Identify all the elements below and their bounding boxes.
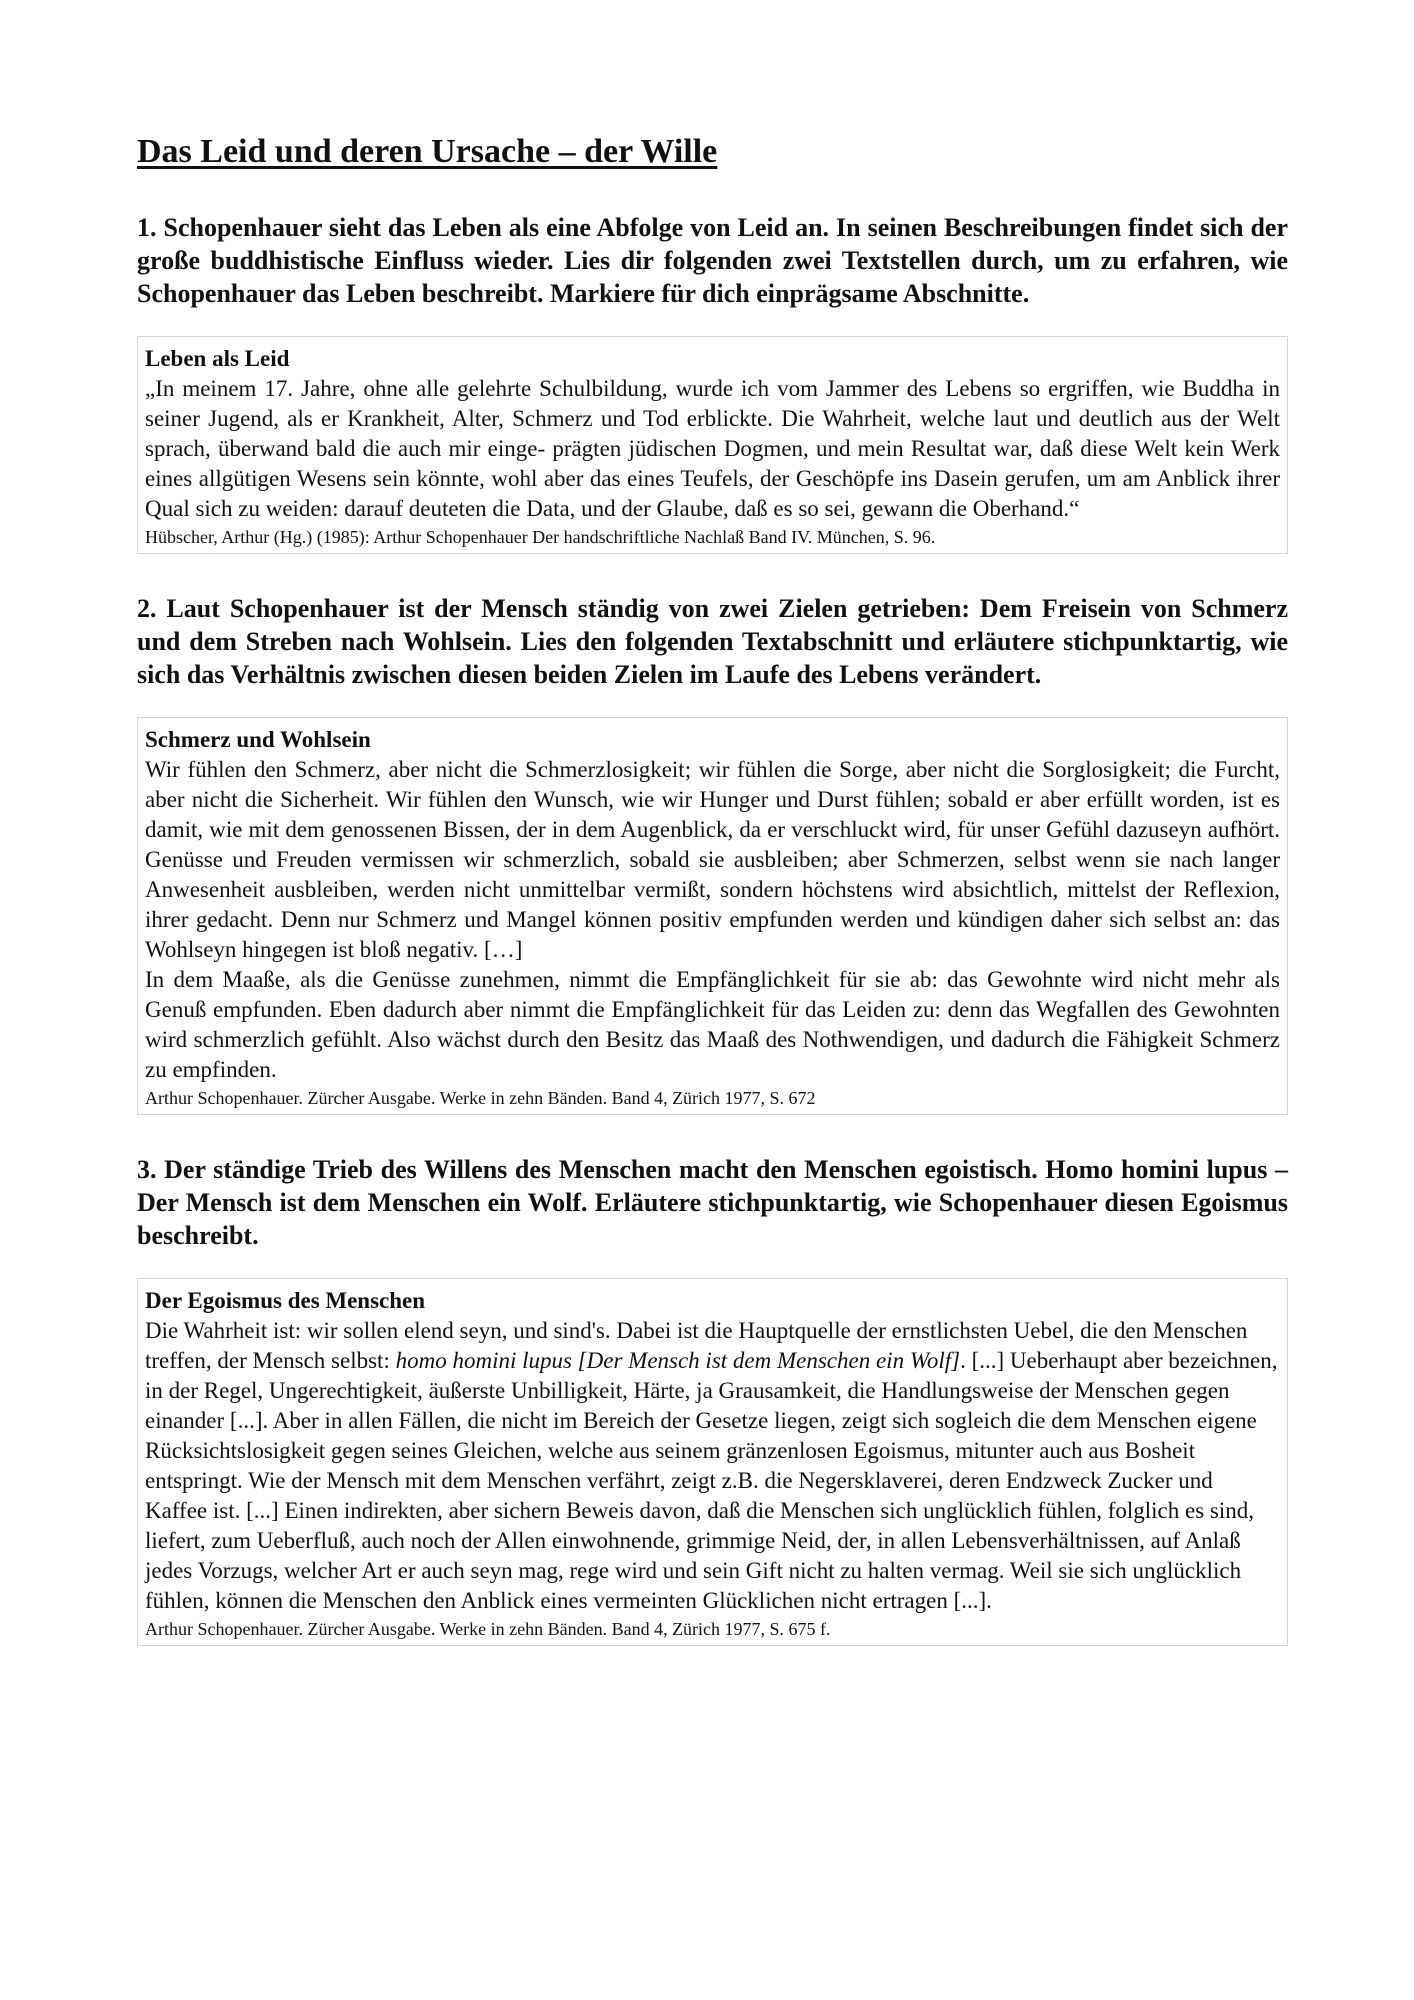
text-box-leben-als-leid [137, 336, 1288, 554]
citation: Arthur Schopenhauer. Zürcher Ausgabe. Werke in zehn Bänden. Band 4, Zürich 1977, S. 675 f. [145, 1618, 831, 1639]
task-1: 1. Schopenhauer sieht das Leben als eine Abfolge von Leid an. In seinen Beschreibungen findet sich der große buddhistische Einfluss wieder. Lies dir folgenden zwei Textstellen durch, um zu erfahren, wie Schopenhauer das Leben beschreibt. Markiere für dich einprägsame Abschnitte. [137, 212, 1288, 308]
page-title: Das Leid und deren Ursache – der Wille [137, 133, 718, 170]
box-title: Der Egoismus des Menschen [145, 1287, 426, 1313]
citation: Arthur Schopenhauer. Zürcher Ausgabe. Werke in zehn Bänden. Band 4, Zürich 1977, S. 672 [145, 1087, 816, 1108]
text-box-egoismus [137, 1278, 1288, 1646]
text-box-schmerz-und-wohlsein [137, 717, 1288, 1115]
citation: Hübscher, Arthur (Hg.) (1985): Arthur Schopenhauer Der handschriftliche Nachlaß Band IV. München, S. 96. [145, 526, 936, 547]
text-segment: . [...] Ueberhaupt aber bezeichnen, in der Regel, Ungerechtigkeit, äußerste Unbilligkeit, Härte, ja Grausamkeit, die Handlungsweise der Menschen gegen einander [...]. Aber in allen Fällen, die nicht im Bereich der Gesetze liegen, zeigt sich sogleich die dem Menschen eigene Rücksichtslosigkeit gegen seines Gleichen, welche aus seinem gränzenlosen Egoismus, mitunter auch aus Bosheit entspringt. Wie der Mensch mit dem Menschen verfährt, zeigt z.B. die Negersklaverei, deren Endzweck Zucker und Kaffee ist. [...] Einen indirekten, aber sichern Beweis davon, daß die Menschen sich unglücklich fühlen, folglich es sind, liefert, zum Ueberfluß, auch noch der Allen einwohnende, grimmige Neid, der, in allen Lebensverhältnissen, auf Anlaß jedes Vorzugs, welcher Art er auch seyn mag, rege wird und sein Gift nicht zu halten vermag. Weil sie sich unglücklich fühlen, können die Menschen den Anblick eines vermeinten Glücklichen nicht ertragen [...]. [145, 1347, 1278, 1613]
document-page [137, 132, 1288, 1684]
box-title: Leben als Leid [145, 345, 290, 371]
latin-quote: homo homini lupus [Der Mensch ist dem Menschen ein Wolf] [395, 1347, 961, 1373]
box-text [145, 374, 1280, 524]
paragraph: In dem Maaße, als die Genüsse zunehmen, nimmt die Empfänglichkeit für sie ab: das Gewohnte wird nicht mehr als Genuß empfunden. Eben dadurch aber nimmt die Empfänglichkeit für das Leiden zu: denn das Wegfallen des Gewohnten wird schmerzlich gefühlt. Also wächst durch den Besitz das Maaß des Nothwendigen, und dadurch die Fähigkeit Schmerz zu empfinden. [145, 966, 1280, 1082]
task-2: 2. Laut Schopenhauer ist der Mensch ständig von zwei Zielen getrieben: Dem Freisein von Schmerz und dem Streben nach Wohlsein. Lies den folgenden Textabschnitt und erläutere stichpunktartig, wie sich das Verhältnis zwischen diesen beiden Zielen im Laufe des Lebens verändert. [137, 593, 1288, 689]
box-text [145, 1316, 1280, 1616]
paragraph: Wir fühlen den Schmerz, aber nicht die Schmerzlosigkeit; wir fühlen die Sorge, aber nicht die Sorglosigkeit; die Furcht, aber nicht die Sicherheit. Wir fühlen den Wunsch, wie wir Hunger und Durst fühlen; sobald er aber erfüllt worden, ist es damit, wie mit dem genossenen Bissen, der in dem Augenblick, da er verschluckt wird, für unser Gefühl dazuseyn aufhört. Genüsse und Freuden vermissen wir schmerzlich, sobald sie ausbleiben; aber Schmerzen, selbst wenn sie nach langer Anwesenheit ausbleiben, werden nicht unmittelbar vermißt, sondern höchstens wird absichtlich, mittelst der Reflexion, ihrer gedacht. Denn nur Schmerz und Mangel können positiv empfunden werden und kündigen daher sich selbst an: das Wohlseyn hingegen ist bloß negativ. […] [145, 756, 1280, 962]
paragraph: „In meinem 17. Jahre, ohne alle gelehrte Schulbildung, wurde ich vom Jammer des Lebens so ergriffen, wie Buddha in seiner Jugend, als er Krankheit, Alter, Schmerz und Tod erblickte. Die Wahrheit, welche laut und deutlich aus der Welt sprach, überwand bald die auch mir einge- prägten jüdischen Dogmen, und mein Resultat war, daß diese Welt kein Werk eines allgütigen Wesens sein könnte, wohl aber das eines Teufels, der Geschöpfe ins Dasein gerufen, um am Anblick ihrer Qual sich zu weiden: darauf deuteten die Data, und der Glaube, daß es so sei, gewann die Oberhand.“ [145, 375, 1280, 521]
task-3: 3. Der ständige Trieb des Willens des Menschen macht den Menschen egoistisch. Homo homini lupus – Der Mensch ist dem Menschen ein Wolf. Erläutere stichpunktartig, wie Schopenhauer diesen Egoismus beschreibt. [137, 1154, 1288, 1250]
box-title: Schmerz und Wohlsein [145, 726, 371, 752]
paragraph [145, 1316, 1280, 1616]
text-segment: Die Wahrheit ist: wir sollen elend seyn, und sind's. Dabei ist die Hauptquelle der ernstlichsten Uebel, die den Menschen treffen, der Mensch selbst: [145, 1317, 1248, 1373]
box-text [145, 755, 1280, 1085]
